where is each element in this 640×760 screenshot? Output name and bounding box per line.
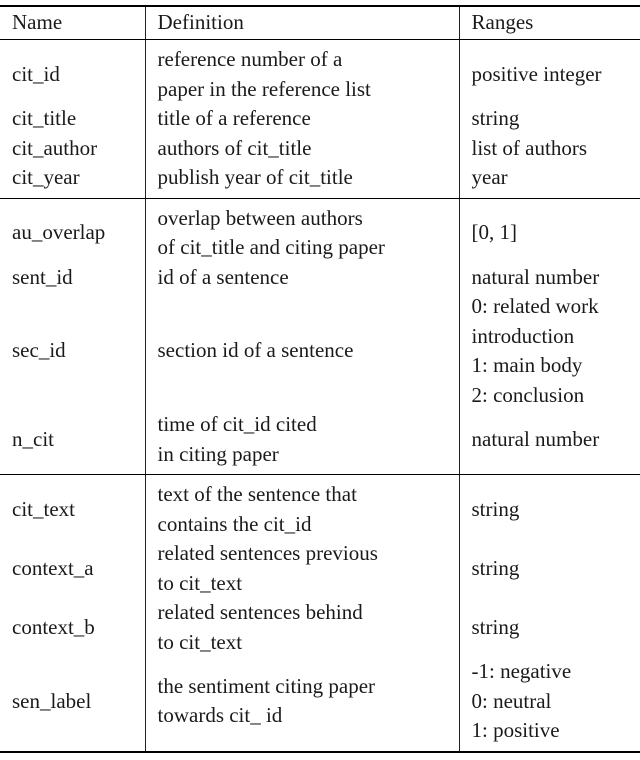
cell-line: -1: negative (471, 659, 572, 683)
cell-line: section id of a sentence (157, 338, 354, 363)
table-row (0, 104, 640, 134)
table-row (0, 263, 640, 293)
cell-definition (145, 134, 459, 164)
cell-line: publish year of cit_title (157, 165, 353, 189)
cell-definition (145, 292, 459, 410)
cell-name: sent_id (12, 264, 73, 289)
cell-definition (145, 198, 459, 263)
cell-ranges (459, 134, 640, 164)
table-row (0, 410, 640, 475)
cell-line: time of cit_id cited (157, 412, 317, 436)
cell-ranges (459, 539, 640, 598)
cell-line: overlap between authors (157, 205, 363, 230)
table-body (0, 40, 640, 752)
cell-name: cit_year (0, 163, 145, 198)
cell-definition (145, 657, 459, 752)
cell-line: string (471, 496, 520, 521)
cell-name: n_cit (0, 410, 145, 475)
cell-name: context_b (12, 614, 95, 639)
cell-name: sen_label (0, 657, 145, 752)
cell-name: sec_id (12, 338, 66, 363)
cell-ranges (459, 263, 640, 293)
cell-line: id of a sentence (157, 264, 289, 289)
cell-line: string (471, 106, 520, 130)
cell-line: the sentiment citing paper (157, 673, 376, 698)
cell-line: positive integer (471, 61, 602, 86)
table-row (0, 292, 640, 410)
cell-line: list of authors (471, 135, 587, 160)
table-row (0, 134, 640, 164)
cell-line: towards cit_ id (157, 703, 283, 728)
cell-definition (145, 410, 459, 475)
table-row (0, 40, 640, 105)
table-row (0, 475, 640, 540)
cell-definition (145, 263, 459, 293)
cell-line: [0, 1] (471, 220, 517, 245)
cell-line: related sentences behind (157, 600, 363, 624)
table-row (0, 163, 640, 198)
cell-line: 0: related work (471, 294, 599, 318)
cell-name: context_a (12, 555, 94, 580)
cell-line: text of the sentence that (157, 482, 357, 506)
cell-ranges (459, 104, 640, 134)
cell-ranges (459, 198, 640, 263)
cell-line: reference number of a (157, 47, 343, 71)
cell-ranges (459, 410, 640, 475)
table-row (0, 657, 640, 752)
cell-line: authors of cit_title (157, 135, 312, 160)
cell-line: 0: neutral (471, 688, 552, 713)
cell-name: au_overlap (12, 220, 106, 245)
cell-definition (145, 539, 459, 598)
data-schema-table (0, 5, 640, 753)
cell-definition (145, 104, 459, 134)
table-header-row (0, 6, 640, 40)
header-name: Name (0, 6, 145, 40)
cell-ranges (459, 475, 640, 540)
cell-line: in citing paper (157, 441, 279, 466)
cell-line: of cit_title and citing paper (157, 235, 385, 259)
cell-ranges (459, 40, 640, 105)
cell-line: 2: conclusion (471, 382, 585, 407)
cell-ranges (459, 292, 640, 410)
cell-line: contains the cit_id (157, 511, 312, 536)
header-definition: Definition (145, 6, 459, 40)
cell-line: 1: positive (471, 718, 560, 742)
cell-line: to cit_text (157, 570, 243, 595)
cell-ranges (459, 657, 640, 752)
cell-name: cit_text (12, 496, 75, 521)
cell-line: string (471, 555, 520, 580)
cell-line: year (471, 165, 508, 189)
cell-line: to cit_text (157, 629, 243, 654)
cell-definition (145, 598, 459, 657)
header-ranges: Ranges (459, 6, 640, 40)
table-row (0, 198, 640, 263)
cell-definition (145, 40, 459, 105)
cell-definition (145, 475, 459, 540)
cell-line: title of a reference (157, 106, 311, 130)
cell-ranges (459, 598, 640, 657)
cell-definition (145, 163, 459, 198)
cell-name: cit_title (12, 106, 77, 130)
cell-line: paper in the reference list (157, 76, 371, 101)
cell-line: introduction (471, 323, 575, 348)
cell-line: natural number (471, 426, 600, 451)
cell-name: cit_id (12, 61, 60, 86)
cell-line: 1: main body (471, 353, 583, 377)
cell-ranges (459, 163, 640, 198)
table-row (0, 598, 640, 657)
cell-line: string (471, 614, 520, 639)
cell-line: related sentences previous (157, 541, 378, 565)
cell-line: natural number (471, 264, 600, 289)
table-row (0, 539, 640, 598)
cell-name: cit_author (12, 135, 98, 160)
